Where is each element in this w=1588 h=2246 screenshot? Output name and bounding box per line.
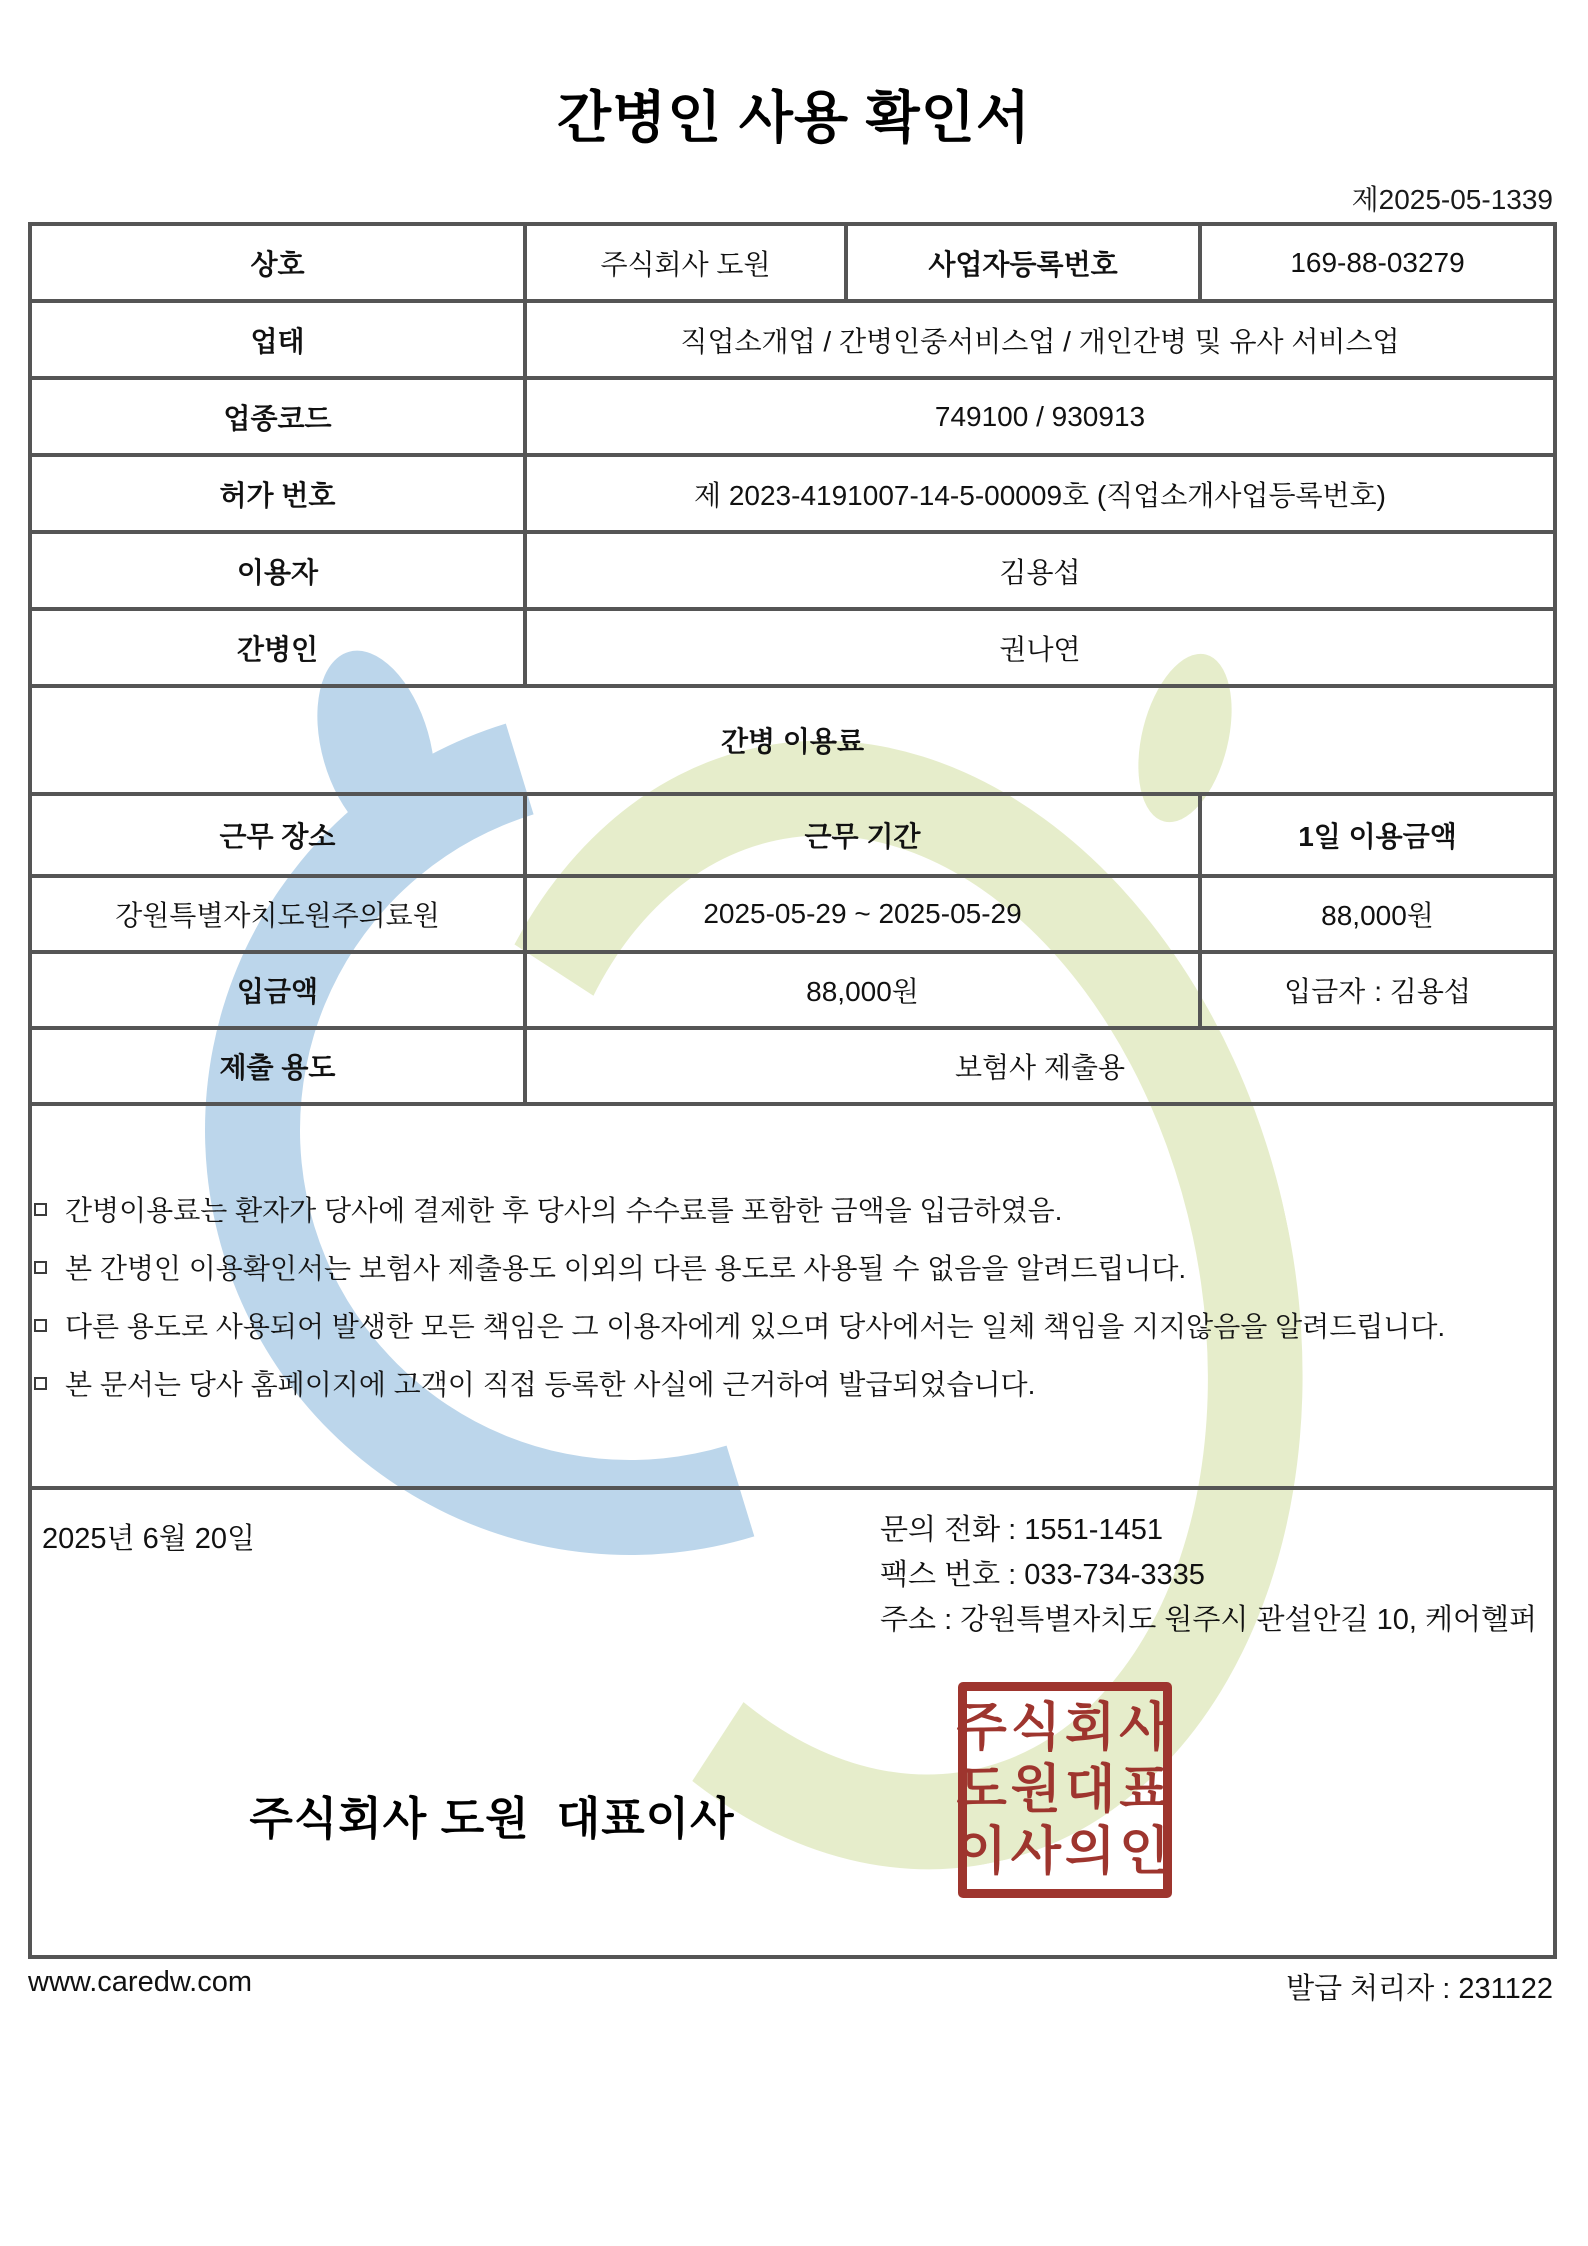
table-row (30, 609, 1555, 686)
daily-amount-value: 88,000원 (1200, 876, 1555, 952)
seal-text-line: 도원대표 (956, 1761, 1174, 1819)
square-bullet-icon (34, 1319, 47, 1332)
contact-info (880, 1508, 1537, 1643)
contact-address: 주소 : 강원특별자치도 원주시 관설안길 10, 케어헬퍼 (880, 1604, 1537, 1636)
fee-section-title: 간병 이용료 (30, 686, 1555, 794)
company-ceo-line: 주식회사 도원 대표이사 (249, 1793, 735, 1844)
issue-row (30, 1488, 1555, 1957)
purpose-value: 보험사 제출용 (525, 1028, 1555, 1104)
table-row (30, 301, 1555, 378)
website-url: www.caredw.com (28, 1966, 253, 1998)
caregiver-label: 간병인 (30, 609, 525, 686)
square-bullet-icon (34, 1203, 47, 1216)
issuer-id: 발급 처리자 : 231122 (1286, 1973, 1553, 2005)
daily-amount-header: 1일 이용금액 (1200, 794, 1555, 876)
industry-code-label: 업종코드 (30, 378, 525, 455)
depositor-cell (1200, 952, 1555, 1028)
work-period-header: 근무 기간 (525, 794, 1200, 876)
table-row (30, 532, 1555, 609)
work-place-header: 근무 장소 (30, 794, 525, 876)
note-item (32, 1354, 1553, 1412)
user-value: 김용섭 (525, 532, 1555, 609)
square-bullet-icon (34, 1377, 47, 1390)
depositor-label: 입금자 (1284, 976, 1366, 1007)
issue-date: 2025년 6월 20일 (42, 1523, 256, 1555)
table-row (30, 455, 1555, 532)
deposit-label: 입금액 (30, 952, 525, 1028)
business-number-value: 169-88-03279 (1200, 224, 1555, 301)
industry-code-value: 749100 / 930913 (525, 378, 1555, 455)
confirmation-table (28, 222, 1557, 1959)
purpose-row (30, 1028, 1555, 1104)
company-name-label: 상호 (30, 224, 525, 301)
issue-cell (30, 1488, 1555, 1957)
permit-number-label: 허가 번호 (30, 455, 525, 532)
note-item (32, 1180, 1553, 1238)
seal-text-line: 이사의인 (956, 1823, 1174, 1881)
document-number: 제2025-05-1339 (1351, 184, 1553, 215)
square-bullet-icon (34, 1261, 47, 1274)
work-place-value: 강원특별자치도원주의료원 (30, 876, 525, 952)
caregiver-value: 권나연 (525, 609, 1555, 686)
permit-number-value: 제 2023-4191007-14-5-00009호 (직업소개사업등록번호) (525, 455, 1555, 532)
contact-phone: 문의 전화 : 1551-1451 (880, 1514, 1163, 1546)
purpose-label: 제출 용도 (30, 1028, 525, 1104)
deposit-row (30, 952, 1555, 1028)
work-period-value: 2025-05-29 ~ 2025-05-29 (525, 876, 1200, 952)
note-item (32, 1296, 1553, 1354)
fee-header-row (30, 794, 1555, 876)
deposit-value: 88,000원 (525, 952, 1200, 1028)
company-name-value: 주식회사 도원 (525, 224, 846, 301)
fee-data-row (30, 876, 1555, 952)
note-text: 간병이용료는 환자가 당사에 결제한 후 당사의 수수료를 포함한 금액을 입금하였음. (65, 1195, 1063, 1226)
business-number-label: 사업자등록번호 (846, 224, 1200, 301)
note-text: 본 간병인 이용확인서는 보험사 제출용도 이외의 다른 용도로 사용될 수 없음을 알려드립니다. (65, 1253, 1187, 1284)
note-item (32, 1238, 1553, 1296)
depositor-value: : 김용섭 (1374, 976, 1471, 1007)
business-type-value: 직업소개업 / 간병인중서비스업 / 개인간병 및 유사 서비스업 (525, 301, 1555, 378)
contact-fax: 팩스 번호 : 033-734-3335 (880, 1559, 1205, 1591)
table-row (30, 224, 1555, 301)
fee-section-title-row (30, 686, 1555, 794)
business-type-label: 업태 (30, 301, 525, 378)
notes-cell (30, 1104, 1555, 1488)
user-label: 이용자 (30, 532, 525, 609)
seal-text-line: 주식회사 (956, 1699, 1174, 1757)
corporate-seal-stamp (958, 1682, 1172, 1898)
page-title: 간병인 사용 확인서 (557, 86, 1031, 149)
note-text: 다른 용도로 사용되어 발생한 모든 책임은 그 이용자에게 있으며 당사에서는 일체 책임을 지지않음을 알려드립니다. (65, 1311, 1446, 1342)
table-row (30, 378, 1555, 455)
notes-row (30, 1104, 1555, 1488)
note-text: 본 문서는 당사 홈페이지에 고객이 직접 등록한 사실에 근거하여 발급되었습니다. (65, 1369, 1036, 1400)
